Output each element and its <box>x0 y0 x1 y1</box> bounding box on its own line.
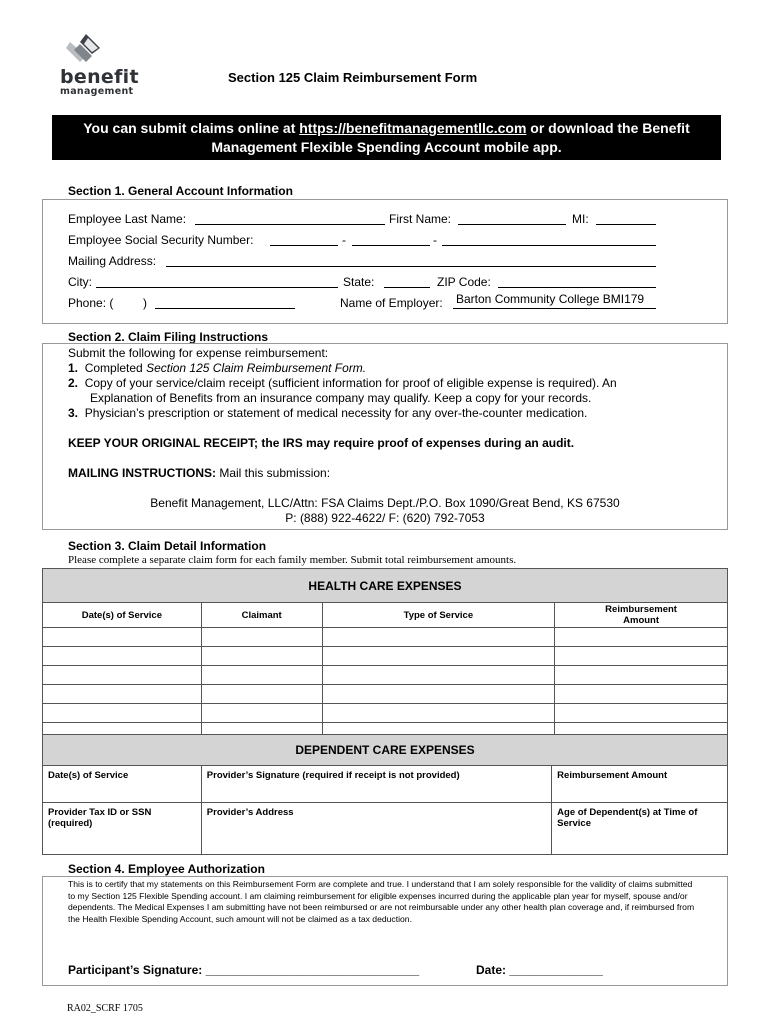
dep-provider-address[interactable]: Provider’s Address <box>201 803 551 855</box>
table-cell[interactable] <box>555 685 728 704</box>
dependent-care-title: DEPENDENT CARE EXPENSES <box>43 735 728 766</box>
mi-label: MI: <box>572 212 589 226</box>
phone-label: Phone: ( <box>68 296 114 310</box>
dependent-care-expenses-table <box>42 734 728 855</box>
table-cell[interactable] <box>322 666 555 685</box>
dep-dates-of-service[interactable]: Date(s) of Service <box>43 766 202 803</box>
logo-subtitle: management <box>60 86 134 97</box>
authorization-text: This is to certify that my statements on this Reimbursement Form are complete and true. I understand that I am solely responsible for the validity of claims submitted to my Section 125 Flexible Spending account. I am claiming reimbursement for eligible expenses incurred during the applicable plan year for myself, spouse and/or dependents. The Medical Expenses I am submitting have not been reimbursed or are not reimbursable under any other health plan coverage and, if reimbursed from the Health Flexible Spending Account, such amount will not be claimed as a tax deduction. <box>68 879 695 925</box>
participant-signature-line[interactable]: Participant’s Signature: ________________________________ <box>68 963 420 977</box>
mailing-instructions: MAILING INSTRUCTIONS: Mail this submission: <box>68 466 331 480</box>
table-cell[interactable] <box>322 685 555 704</box>
city-field[interactable] <box>96 287 338 288</box>
table-cell[interactable] <box>43 666 202 685</box>
table-cell[interactable] <box>322 704 555 723</box>
zip-field[interactable] <box>498 287 656 288</box>
first-name-label: First Name: <box>389 212 452 226</box>
dep-age-of-dependents[interactable]: Age of Dependent(s) at Time of Service <box>552 803 728 855</box>
table-cell[interactable] <box>322 628 555 647</box>
table-cell[interactable] <box>201 666 322 685</box>
col-claimant: Claimant <box>201 603 322 628</box>
first-name-field[interactable] <box>458 224 566 225</box>
last-name-label: Employee Last Name: <box>68 212 187 226</box>
ssn-dash-2: - <box>433 233 437 247</box>
col-type-of-service: Type of Service <box>322 603 555 628</box>
last-name-field[interactable] <box>195 224 385 225</box>
section1-heading: Section 1. General Account Information <box>68 184 293 198</box>
table-cell[interactable] <box>555 704 728 723</box>
mailing-address-field[interactable] <box>166 266 656 267</box>
phone-paren-close: ) <box>143 296 147 310</box>
employer-value: Barton Community College BMI179 <box>456 292 645 306</box>
table-cell[interactable] <box>555 647 728 666</box>
instruction-item-2: 2. Copy of your service/claim receipt (sufficient information for proof of eligible expense is required). An <box>68 376 617 390</box>
table-cell[interactable] <box>43 685 202 704</box>
table-cell[interactable] <box>201 647 322 666</box>
employer-label: Name of Employer: <box>340 296 443 310</box>
ssn-field-part3[interactable] <box>442 245 656 246</box>
phone-field[interactable] <box>155 308 295 309</box>
instructions-intro: Submit the following for expense reimbursement: <box>68 346 329 360</box>
table-cell[interactable] <box>201 628 322 647</box>
zip-label: ZIP Code: <box>437 275 491 289</box>
table-cell[interactable] <box>322 647 555 666</box>
section3-note: Please complete a separate claim form for each family member. Submit total reimbursement amounts. <box>68 554 517 566</box>
health-care-expenses-table <box>42 568 728 761</box>
instruction-item-2-cont: Explanation of Benefits from an insurance company may qualify. Keep a copy for your records. <box>90 391 592 405</box>
col-reimbursement-amount: Reimbursement Amount <box>555 603 728 628</box>
dep-reimbursement-amount[interactable]: Reimbursement Amount <box>552 766 728 803</box>
ssn-field-part2[interactable] <box>352 245 430 246</box>
mailing-address-label: Mailing Address: <box>68 254 157 268</box>
instruction-item-1: 1. Completed Section 125 Claim Reimbursement Form. <box>68 361 367 375</box>
ssn-label: Employee Social Security Number: <box>68 233 254 247</box>
section2-heading: Section 2. Claim Filing Instructions <box>68 330 269 344</box>
section3-heading: Section 3. Claim Detail Information <box>68 539 267 553</box>
form-title: Section 125 Claim Reimbursement Form <box>228 70 478 85</box>
instruction-item-3: 3. Physician’s prescription or statement of medical necessity for any over-the-counter medication. <box>68 406 588 420</box>
dep-provider-signature[interactable]: Provider’s Signature (required if receipt is not provided) <box>201 766 551 803</box>
table-cell[interactable] <box>43 628 202 647</box>
col-dates-of-service: Date(s) of Service <box>43 603 202 628</box>
table-cell[interactable] <box>555 628 728 647</box>
website-link[interactable]: https://benefitmanagementllc.com <box>299 120 527 136</box>
table-cell[interactable] <box>201 704 322 723</box>
contact-phones: P: (888) 922-4622/ F: (620) 792-7053 <box>285 511 485 525</box>
logo-wordmark: benefit <box>60 66 139 88</box>
dep-provider-tax-id[interactable]: Provider Tax ID or SSN (required) <box>43 803 202 855</box>
table-cell[interactable] <box>43 647 202 666</box>
form-code: RA02_SCRF 1705 <box>67 1003 143 1014</box>
mailing-address: Benefit Management, LLC/Attn: FSA Claims Dept./P.O. Box 1090/Great Bend, KS 67530 <box>150 496 620 510</box>
signature-date-line[interactable]: Date: ______________ <box>476 963 603 977</box>
section4-heading: Section 4. Employee Authorization <box>68 862 265 876</box>
health-care-title: HEALTH CARE EXPENSES <box>43 569 728 603</box>
ssn-field-part1[interactable] <box>270 245 338 246</box>
employer-field[interactable] <box>453 308 656 309</box>
ssn-dash-1: - <box>342 233 346 247</box>
mi-field[interactable] <box>596 224 656 225</box>
state-label: State: <box>343 275 375 289</box>
city-label: City: <box>68 275 92 289</box>
table-cell[interactable] <box>555 666 728 685</box>
keep-receipt-notice: KEEP YOUR ORIGINAL RECEIPT; the IRS may require proof of expenses during an audit. <box>68 436 575 450</box>
table-cell[interactable] <box>201 685 322 704</box>
state-field[interactable] <box>384 287 430 288</box>
online-submission-banner: You can submit claims online at https://benefitmanagementllc.com or download the Benefit Management Flexible Spending Account mobile app. <box>52 115 721 160</box>
table-cell[interactable] <box>43 704 202 723</box>
